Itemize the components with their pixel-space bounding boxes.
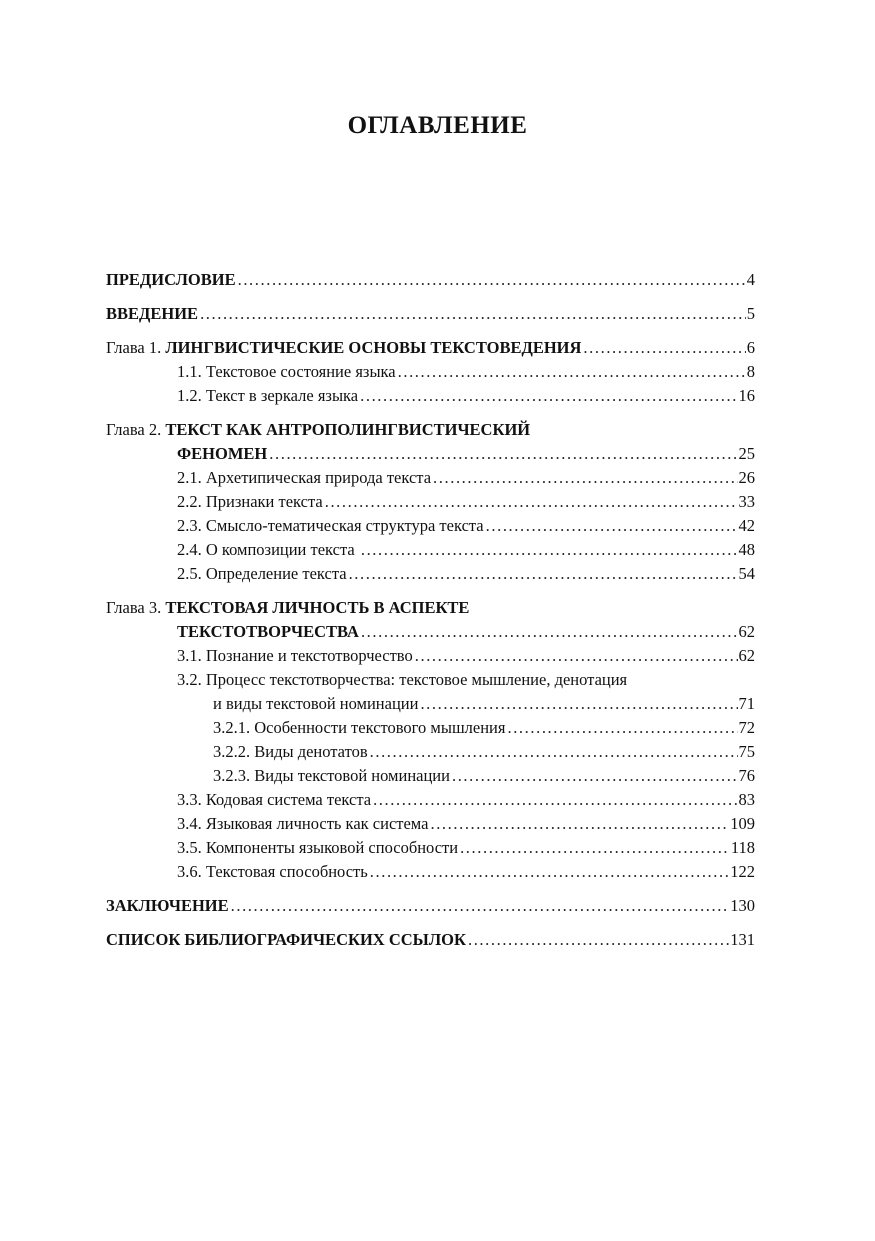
- dot-leader: [200, 302, 746, 326]
- page-number: 75: [738, 742, 755, 761]
- dot-leader: [269, 442, 737, 466]
- dot-leader: [231, 894, 730, 918]
- toc-section[interactable]: [106, 836, 755, 860]
- dot-leader: [370, 860, 729, 884]
- page-number: 16: [738, 386, 755, 405]
- chapter-prefix: Глава 3.: [106, 598, 162, 617]
- table-of-contents: [106, 268, 755, 952]
- page-number: 42: [738, 516, 755, 535]
- toc-section[interactable]: [106, 490, 755, 514]
- page-number: 4: [746, 270, 755, 289]
- toc-subsection[interactable]: [106, 764, 755, 788]
- section-label: 3.6. Текстовая способность: [177, 862, 368, 881]
- toc-section[interactable]: [106, 562, 755, 586]
- page-number: 33: [738, 492, 755, 511]
- section-label: 1.2. Текст в зеркале языка: [177, 386, 359, 405]
- page-number: 26: [738, 468, 755, 487]
- toc-section[interactable]: [106, 860, 755, 884]
- toc-section[interactable]: [106, 538, 755, 562]
- page-number: 62: [738, 622, 755, 641]
- dot-leader: [452, 764, 738, 788]
- chapter-title: ТЕКСТОВАЯ ЛИЧНОСТЬ В АСПЕКТЕ: [165, 598, 470, 617]
- section-label: 2.2. Признаки текста: [177, 492, 323, 511]
- page-number: 6: [746, 338, 755, 357]
- page-title: ОГЛАВЛЕНИЕ: [347, 112, 528, 139]
- toc-chapter-3-line1[interactable]: [106, 596, 755, 620]
- chapter-title: ТЕКСТ КАК АНТРОПОЛИНГВИСТИЧЕСКИЙ: [165, 420, 531, 439]
- toc-section[interactable]: [106, 644, 755, 668]
- toc-entry-title: ПРЕДИСЛОВИЕ: [106, 270, 236, 289]
- dot-leader: [238, 268, 746, 292]
- page-number: 62: [738, 646, 755, 665]
- section-label-cont: и виды текстовой номинации: [213, 694, 419, 713]
- dot-leader: [486, 514, 738, 538]
- dot-leader: [460, 836, 730, 860]
- section-label: 2.5. Определение текста: [177, 564, 347, 583]
- section-label: 3.5. Компоненты языковой способности: [177, 838, 459, 857]
- dot-leader: [349, 562, 738, 586]
- chapter-prefix: Глава 1.: [106, 338, 162, 357]
- toc-entry-title: СПИСОК БИБЛИОГРАФИЧЕСКИХ ССЫЛОК: [106, 930, 466, 949]
- toc-chapter-3-line2[interactable]: [106, 620, 755, 644]
- dot-leader: [415, 644, 738, 668]
- toc-entry-intro[interactable]: [106, 302, 755, 326]
- dot-leader: [468, 928, 729, 952]
- section-label: 2.1. Архетипическая природа текста: [177, 468, 432, 487]
- toc-entry-bibliography[interactable]: [106, 928, 755, 952]
- dot-leader: [361, 538, 738, 562]
- toc-subsection[interactable]: [106, 740, 755, 764]
- page-number: 8: [746, 362, 755, 381]
- page-number: 25: [738, 444, 755, 463]
- dot-leader: [370, 740, 738, 764]
- page-number: 118: [730, 838, 755, 857]
- subsection-label: 3.2.2. Виды денотатов: [213, 742, 368, 761]
- dot-leader: [507, 716, 737, 740]
- toc-chapter-2-line1[interactable]: [106, 418, 755, 442]
- page-number: 109: [730, 814, 755, 833]
- section-label: 3.3. Кодовая система текста: [177, 790, 372, 809]
- dot-leader: [433, 466, 737, 490]
- dot-leader: [373, 788, 737, 812]
- toc-section-line1[interactable]: [106, 668, 755, 692]
- toc-section[interactable]: [106, 384, 755, 408]
- section-label: 3.2. Процесс текстотворчества: текстовое мышление, денотация: [177, 670, 628, 689]
- page-number: 48: [738, 540, 755, 559]
- subsection-label: 3.2.1. Особенности текстового мышления: [213, 718, 506, 737]
- subsection-label: 3.2.3. Виды текстовой номинации: [213, 766, 450, 785]
- dot-leader: [360, 384, 737, 408]
- dot-leader: [325, 490, 738, 514]
- page-number: 72: [738, 718, 755, 737]
- chapter-title: ЛИНГВИСТИЧЕСКИЕ ОСНОВЫ ТЕКСТОВЕДЕНИЯ: [165, 338, 582, 357]
- toc-entry-preface[interactable]: [106, 268, 755, 292]
- toc-entry-conclusion[interactable]: [106, 894, 755, 918]
- toc-section[interactable]: [106, 360, 755, 384]
- page-number: 122: [730, 862, 755, 881]
- toc-section[interactable]: [106, 788, 755, 812]
- page-number: 71: [738, 694, 755, 713]
- section-label: 3.4. Языковая личность как система: [177, 814, 429, 833]
- toc-section[interactable]: [106, 812, 755, 836]
- dot-leader: [420, 692, 737, 716]
- page-number: 76: [738, 766, 755, 785]
- toc-chapter-1[interactable]: [106, 336, 755, 360]
- dot-leader: [361, 620, 738, 644]
- toc-section[interactable]: [106, 514, 755, 538]
- toc-entry-title: ВВЕДЕНИЕ: [106, 304, 199, 323]
- page-number: 54: [738, 564, 755, 583]
- toc-section[interactable]: [106, 466, 755, 490]
- chapter-title-cont: ФЕНОМЕН: [177, 444, 268, 463]
- toc-subsection[interactable]: [106, 716, 755, 740]
- toc-section-line2[interactable]: [106, 692, 755, 716]
- section-label: 3.1. Познание и текстотворчество: [177, 646, 413, 665]
- section-label: 2.3. Смысло-тематическая структура текста: [177, 516, 484, 535]
- toc-entry-title: ЗАКЛЮЧЕНИЕ: [106, 896, 229, 915]
- dot-leader: [398, 360, 746, 384]
- page-number: 83: [738, 790, 755, 809]
- dot-leader: [430, 812, 729, 836]
- chapter-title-cont: ТЕКСТОТВОРЧЕСТВА: [177, 622, 359, 641]
- toc-chapter-2-line2[interactable]: [106, 442, 755, 466]
- chapter-prefix: Глава 2.: [106, 420, 162, 439]
- page-number: 5: [746, 304, 755, 323]
- dot-leader: [583, 336, 745, 360]
- section-label: 1.1. Текстовое состояние языка: [177, 362, 396, 381]
- page-number: 131: [730, 930, 755, 949]
- page-number: 130: [730, 896, 755, 915]
- section-label: 2.4. О композиции текста: [177, 540, 359, 559]
